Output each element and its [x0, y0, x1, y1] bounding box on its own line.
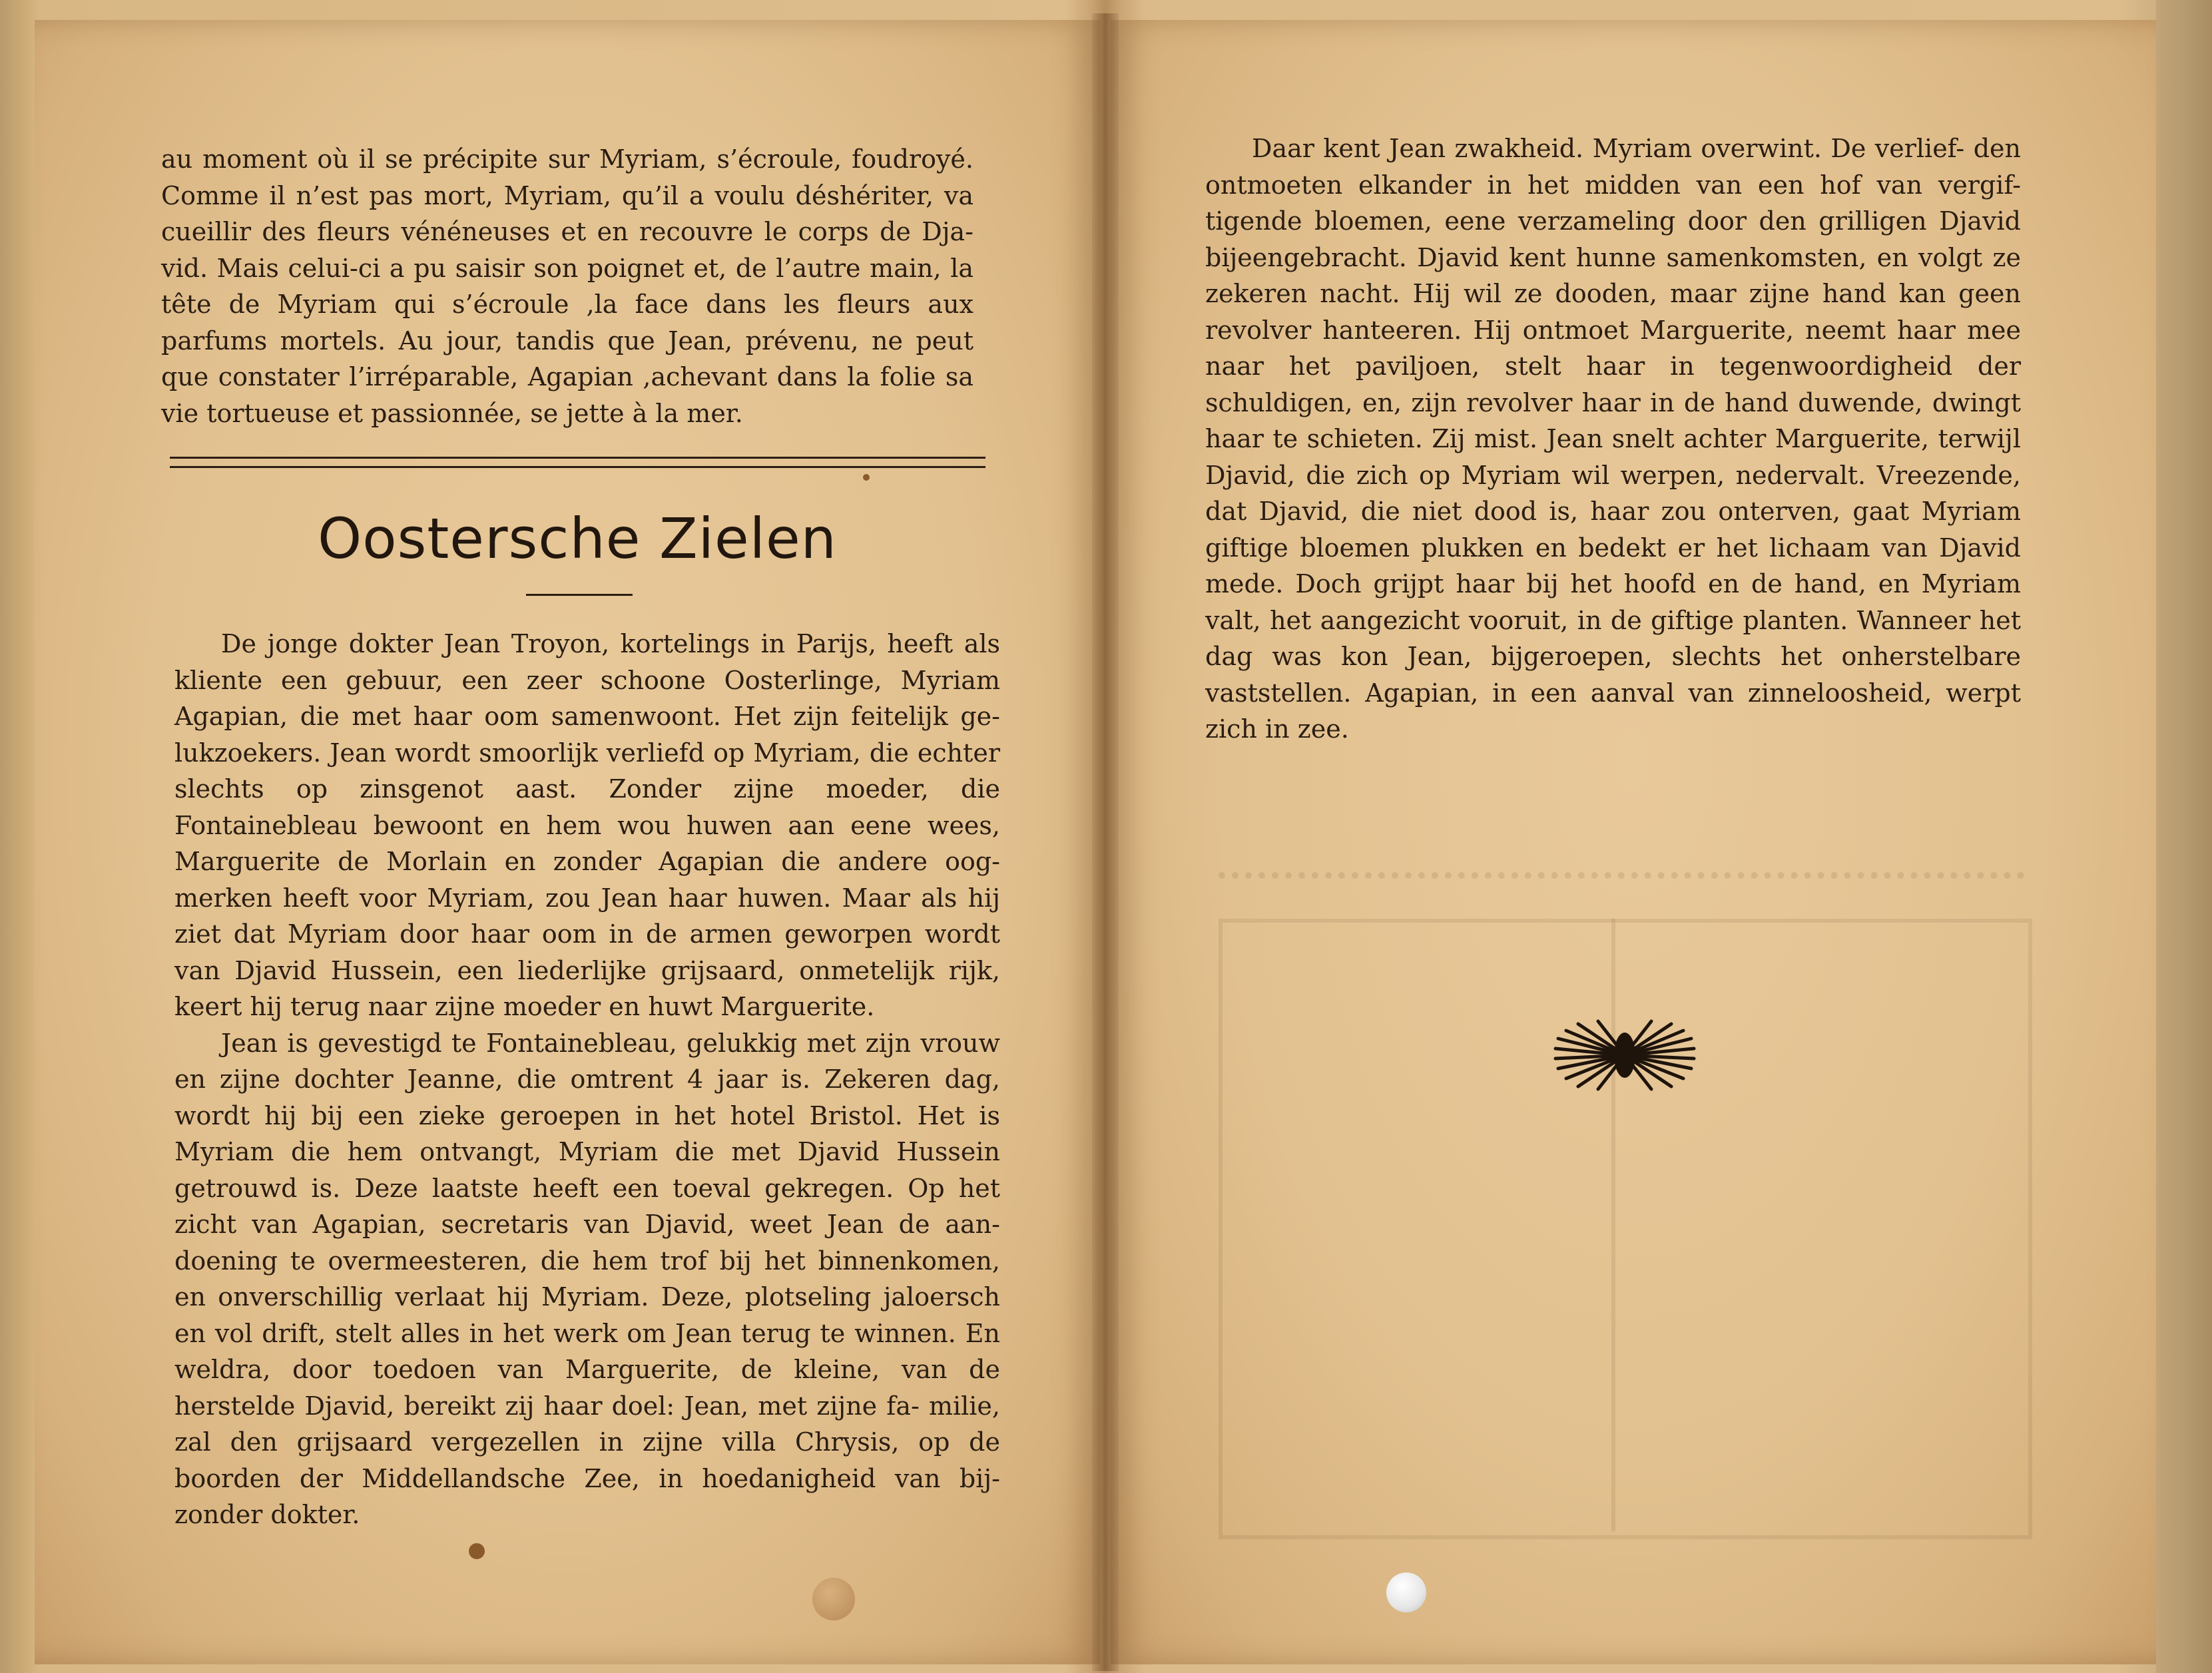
text-line: que constater l’irréparable, Agapian ,achevant dans la folie	[161, 362, 936, 391]
dutch-summary-left	[174, 626, 1000, 1533]
text-line: lukzoekers. Jean wordt smoorlijk verliefd op Myriam, die	[174, 738, 909, 768]
text-line: herstelde Djavid, bereikt zij haar doel: Jean, met zijne fa-	[174, 1391, 920, 1421]
text-line: schuldigen, en, zijn revolver haar in de hand duwende, dwingt	[1205, 387, 2021, 417]
text-line: Agapian, die met haar oom samenwoont. Het zijn feitelijk ge-	[174, 702, 1000, 731]
paragraph-3	[1205, 130, 2021, 748]
text-line: zicht van Agapian, secretaris van Djavid, weet Jean de aan-	[174, 1210, 1000, 1239]
double-rule-bottom	[170, 466, 985, 468]
punch-hole-right	[1386, 1572, 1426, 1612]
text-line: de boorden der Middellandsche Zee, in hoedanigheid van bij-	[174, 1427, 1000, 1493]
text-line: Marguerite de Morlain en zonder Agapian die andere oog-	[174, 847, 1000, 876]
text-line: hij ziet dat Myriam door haar oom in de armen geworpen	[174, 883, 1000, 949]
text-line: la tête de Myriam qui s’écroule ,la face dans les fleurs aux	[161, 253, 973, 319]
text-line: sa vie tortueuse et passionnée, se jette à la mer.	[161, 362, 973, 428]
text-line: merken heeft voor Myriam, zou Jean haar huwen. Maar als	[174, 883, 958, 913]
text-line: milie, zal den grijsaard vergezellen in zijne villa Chrysis, op	[174, 1391, 1000, 1457]
text-line: Djavid, die zich op Myriam wil werpen, nedervalt. Vreezende,	[1205, 460, 2021, 490]
text-line: en vol drift, stelt alles in het werk om Jean terug te winnen.	[174, 1318, 956, 1348]
text-line: Myriam die hem ontvangt, Myriam die met Djavid Hussein	[174, 1137, 1000, 1166]
ink-spot	[469, 1543, 485, 1559]
article-title: Oostersche Zielen	[318, 506, 837, 571]
text-line: rijk, keert hij terug naar zijne moeder en huwt Marguerite.	[174, 955, 1000, 1021]
fleuron-ornament-icon	[1551, 1019, 1698, 1092]
text-line: De jonge dokter Jean Troyon, kortelings in Parijs, heeft	[221, 629, 954, 658]
text-line: mede. Doch grijpt haar bij het hoofd en de hand, en Myriam	[1205, 569, 2021, 598]
paragraph-1	[174, 626, 1000, 1025]
title-underline	[526, 594, 633, 596]
text-line: En weldra, door toedoen van Marguerite, de kleine, van de	[174, 1318, 1000, 1384]
text-line: au moment où il se précipite sur Myriam, s’écroule, foudroyé.	[161, 144, 973, 174]
text-line: dat Djavid, die niet dood is, haar zou onterven, gaat Myriam	[1205, 497, 2021, 526]
text-line: wordt hij bij een zieke geroepen in het hotel Bristol. Het is	[174, 1100, 1000, 1130]
text-line: vaststellen. Agapian, in een aanval van zinneloosheid, werpt	[1205, 678, 2021, 708]
bleed-through-box	[1219, 919, 2032, 1539]
text-line: geen revolver hanteeren. Hij ontmoet Marguerite, neemt haar	[1205, 279, 2021, 345]
text-line: echter slechts op zinsgenot aast. Zonder zijne moeder, die	[174, 738, 1000, 804]
paragraph-2	[174, 1025, 1000, 1533]
page-edge	[2156, 0, 2212, 1673]
text-line: den ontmoeten elkander in het midden van een hof van vergif-	[1205, 134, 2021, 200]
text-line: zich in zee.	[1205, 714, 1349, 744]
text-line: bijeengebracht. Djavid kent hunne samenkomsten, en volgt	[1205, 242, 1983, 272]
text-line: Jean is gevestigd te Fontainebleau, gelukkig met zijn vrouw	[221, 1028, 1000, 1058]
text-line: cueillir des fleurs vénéneuses et en recouvre le corps de Dja-	[161, 217, 973, 246]
text-line: het dag was kon Jean, bijgeroepen, slechts het onherstelbare	[1205, 605, 2021, 671]
text-line: giftige bloemen plukken en bedekt er het lichaam van Djavid	[1205, 533, 2021, 563]
text-line: Fontainebleau bewoont en hem wou huwen aan eene wees,	[174, 810, 1000, 840]
book-gutter	[1092, 13, 1119, 1671]
french-summary-continuation	[161, 141, 973, 431]
text-line: getrouwd is. Deze laatste heeft een toeval gekregen. Op het	[174, 1173, 1000, 1203]
text-line: wordt van Djavid Hussein, een liederlijke grijsaard, onmetelijk	[174, 919, 1000, 985]
text-line: mee naar het paviljoen, stelt haar in tegenwoordigheid der	[1205, 315, 2021, 381]
text-line: parfums mortels. Au jour, tandis que Jean, prévenu, ne peut	[161, 326, 973, 356]
bleed-through-divider	[1611, 919, 1615, 1531]
bleed-through-dots	[1219, 872, 2024, 892]
text-line: vid. Mais celui-ci a pu saisir son poignet et, de l’autre main,	[161, 253, 942, 283]
text-line: als kliente een gebuur, een zeer schoone Oosterlinge, Myriam	[174, 629, 1000, 695]
text-line: en onverschillig verlaat hij Myriam. Deze, plotseling jaloersch	[174, 1282, 1000, 1312]
text-line: Daar kent Jean zwakheid. Myriam overwint. De verlief-	[1252, 134, 1965, 163]
text-line: Comme il n’est pas mort, Myriam, qu’il a voulu déshériter, va	[161, 180, 973, 210]
double-rule-top	[170, 457, 985, 459]
text-line: valt, het aangezicht vooruit, in de giftige planten. Wanneer	[1205, 605, 1971, 635]
punch-hole-left	[812, 1578, 855, 1620]
dutch-summary-right	[1205, 130, 2021, 748]
text-line: haar te schieten. Zij mist. Jean snelt achter Marguerite, terwijl	[1205, 424, 2021, 453]
text-line: en zijne dochter Jeanne, die omtrent 4 jaar is. Zekeren dag,	[174, 1065, 1000, 1094]
text-line: doening te overmeesteren, die hem trof bij het binnenkomen,	[174, 1246, 1000, 1276]
ink-spot	[863, 474, 870, 481]
text-line: zonder dokter.	[174, 1500, 360, 1529]
text-line: ze zekeren nacht. Hij wil ze dooden, maar zijne hand kan	[1205, 242, 2021, 308]
text-line: tigende bloemen, eene verzameling door den grilligen Djavid	[1205, 206, 2021, 236]
